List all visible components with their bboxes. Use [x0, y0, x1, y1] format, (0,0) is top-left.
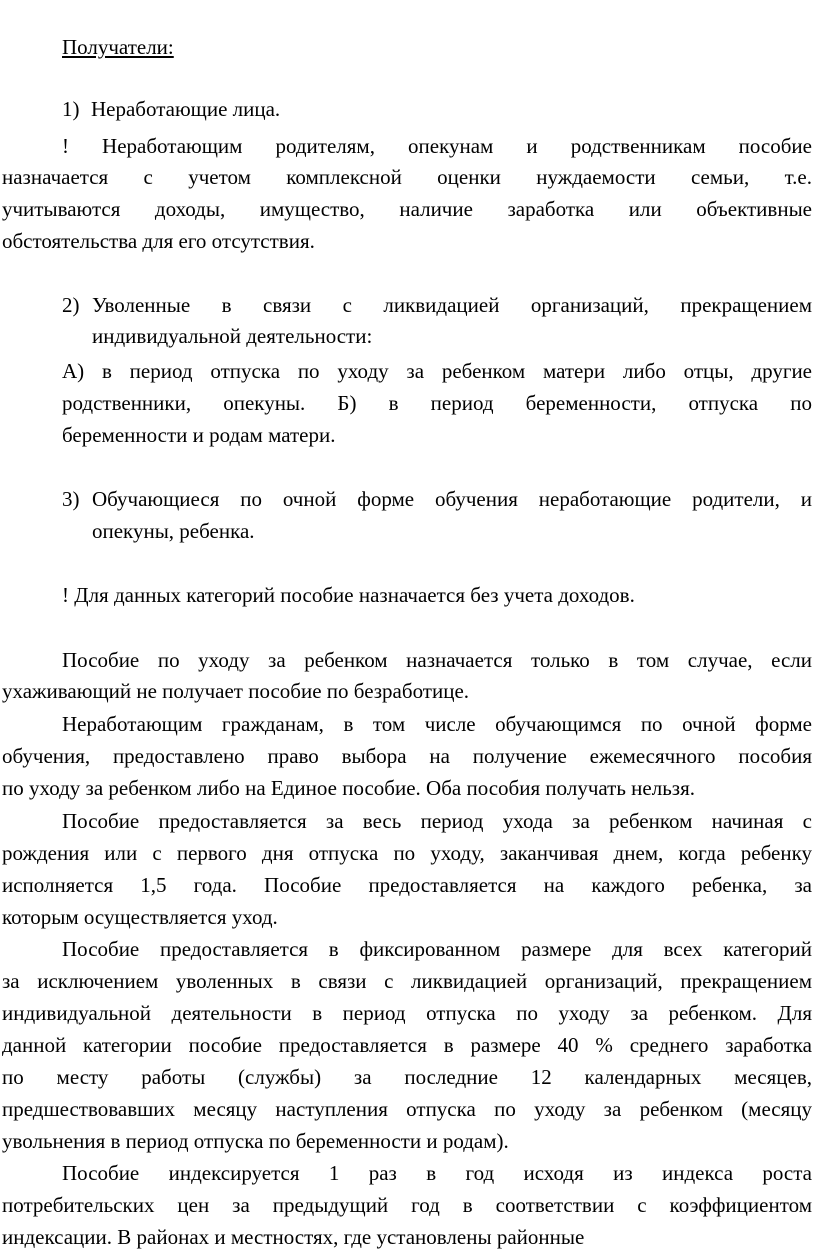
- text-line: опекуны, ребенка.: [92, 519, 255, 543]
- text-line: по месту работы (службы) за последние 12 календарных месяцев,: [2, 1065, 812, 1089]
- text-line: по уходу за ребенком либо на Единое пособие. Оба пособия получать нельзя.: [2, 776, 695, 800]
- text-line: индексации. В районах и местностях, где установлены районные: [2, 1225, 585, 1249]
- text-line: Обучающиеся по очной форме обучения неработающие родители, и: [92, 487, 812, 511]
- text-line: за исключением уволенных в связи с ликвидацией организаций, прекращением: [2, 969, 812, 993]
- text-line: Пособие индексируется 1 раз в год исходя из индекса роста: [62, 1161, 812, 1185]
- section-heading: Получатели:: [62, 35, 174, 59]
- text-line: учитываются доходы, имущество, наличие заработка или объективные: [2, 197, 812, 221]
- text-line: родственники, опекуны. Б) в период беременности, отпуска по: [62, 391, 812, 415]
- text-line: предшествовавших месяцу наступления отпуска по уходу за ребенком (месяцу: [2, 1097, 812, 1121]
- list-item-1: Неработающие лица.: [91, 97, 281, 121]
- text-line: назначается с учетом комплексной оценки нуждаемости семьи, т.е.: [2, 165, 812, 189]
- list-number-1: 1): [62, 97, 80, 121]
- text-line: увольнения в период отпуска по беременности и родам).: [2, 1129, 509, 1153]
- text-line: А) в период отпуска по уходу за ребенком матери либо отцы, другие: [62, 359, 812, 383]
- text-line: Пособие предоставляется за весь период ухода за ребенком начиная с: [62, 809, 812, 833]
- text-line: обучения, предоставлено право выбора на получение ежемесячного пособия: [2, 744, 812, 768]
- text-line: Пособие предоставляется в фиксированном размере для всех категорий: [62, 937, 812, 961]
- text-line: беременности и родам матери.: [62, 423, 336, 447]
- list-number-2: 2): [62, 293, 80, 317]
- text-line: ухаживающий не получает пособие по безработице.: [2, 679, 470, 703]
- text-line: исполняется 1,5 года. Пособие предоставляется на каждого ребенка, за: [2, 873, 812, 897]
- text-line: обстоятельства для его отсутствия.: [2, 229, 315, 253]
- text-line: Уволенные в связи с ликвидацией организаций, прекращением: [92, 293, 812, 317]
- text-line: индивидуальной деятельности:: [92, 324, 373, 348]
- text-line: Неработающим гражданам, в том числе обучающимся по очной форме: [62, 712, 812, 736]
- text-line: ! Неработающим родителям, опекунам и родственникам пособие: [62, 134, 812, 158]
- list-number-3: 3): [62, 487, 80, 511]
- text-line: данной категории пособие предоставляется в размере 40 % среднего заработка: [2, 1033, 812, 1057]
- note-paragraph-2: ! Для данных категорий пособие назначается без учета доходов.: [62, 583, 635, 607]
- text-line: рождения или с первого дня отпуска по уходу, заканчивая днем, когда ребенку: [2, 841, 812, 865]
- text-line: Пособие по уходу за ребенком назначается только в том случае, если: [62, 648, 812, 672]
- text-line: индивидуальной деятельности в период отпуска по уходу за ребенком. Для: [2, 1001, 812, 1025]
- text-line: которым осуществляется уход.: [2, 905, 278, 929]
- text-line: потребительских цен за предыдущий год в соответствии с коэффициентом: [2, 1193, 812, 1217]
